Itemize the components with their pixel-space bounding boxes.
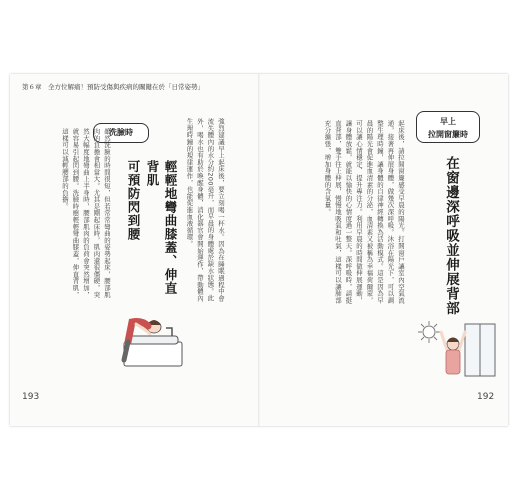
badge-line1: 早上	[440, 117, 456, 126]
section-title: 輕輕地彎曲膝蓋、伸直背肌	[145, 160, 178, 295]
page-fold	[258, 74, 260, 426]
chapter-header: 第６章 全方位解痛！預防受傷與疾病的關鍵在於「日常姿勢」	[22, 83, 204, 91]
sun-icon	[418, 321, 440, 343]
morning-curtain-badge	[416, 111, 480, 143]
stretching-illustration	[417, 320, 499, 384]
sink-basin	[128, 336, 178, 344]
body-text: 雖然洗臉的時間很短，但若常常彎曲的姿勢起床，腰部肌肉的負擔會相當大。尤其是剛起床時，肌肉還很僵硬，突然大幅度地彎曲上半身時，腰部肌肉的負荷會突然增加，就容易引起閃到腰。洗臉時應輕輕彎曲膝蓋，伸直背肌，這樣可以減輕腰部的負擔。	[61, 128, 111, 298]
person-body	[446, 350, 460, 374]
badge-line2: 拉開窗簾時	[428, 130, 468, 139]
sink-cabinet	[124, 342, 182, 366]
section-title-sub: 可預防閃到腰	[126, 160, 141, 241]
person-hair	[447, 338, 459, 343]
page-number-right: 192	[477, 392, 495, 402]
body-text-right: 起床後，請拉開窗簾感受早晨的陽光。打開窗戶讓室內空氣流通，接著再伸展身體，做幾次深呼吸。沐浴在陽光下，可以調整生理時鐘，讓身體的自律神經轉換為活動模式。這是因為早晨的陽光會促進血清素的分泌，血清素又被稱為幸福荷爾蒙，可以讓心情穩定、提升專注力。利用早晨的時間做伸展運動，讓身體放鬆，就能以愉快的心情度過一整天。深呼吸時，請挺直背部，雙手往上伸展，慢慢地吸氣和吐氣，這樣可以讓肺部充分擴張，增加身體的含氧量。	[323, 120, 405, 304]
section-title-right: 在窗邊深呼吸並伸展背部	[443, 156, 459, 316]
intro-text: 強烈建議早上起床後，要立刻喝一杯水。因為在睡眠過程中會流失體內的水分約200毫升，而早晨的身體處於缺水狀態。此外，喝水也有助於喚醒身體，消化器官會開始運作，帶動體內生理時鐘的規律運作，也能促進血液循環。	[185, 118, 225, 302]
washing-face-illustration	[118, 294, 188, 370]
faucet	[166, 328, 172, 336]
badge-label: 洗臉時	[109, 128, 133, 137]
page-number-left: 193	[22, 392, 40, 402]
